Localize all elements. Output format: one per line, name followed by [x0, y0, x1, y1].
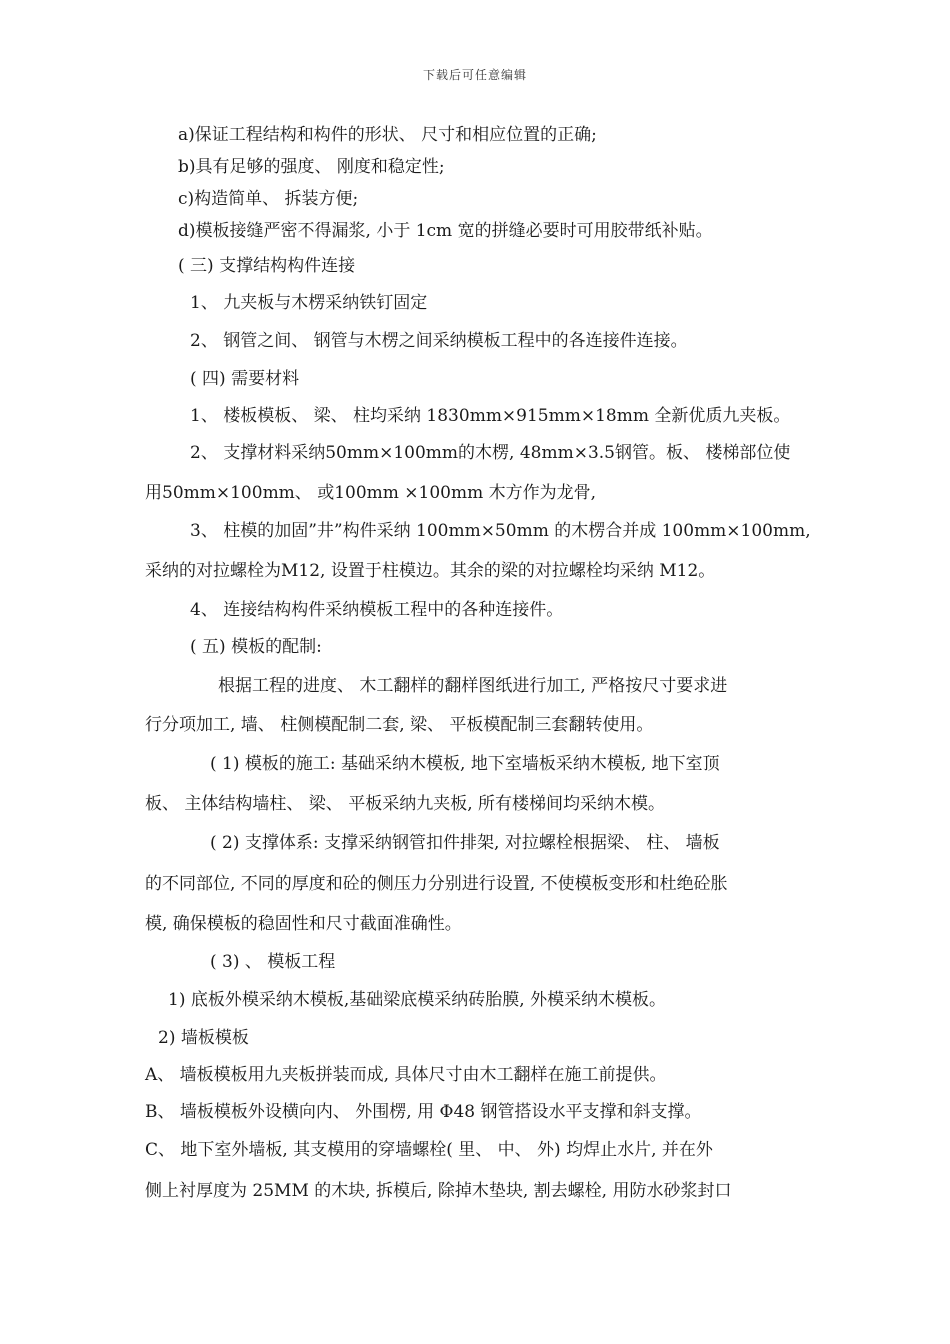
page-header: 下载后可任意编辑 [422, 68, 527, 82]
section-heading: ( 三) 支撑结构构件连接 [178, 256, 356, 276]
text-line: ( 1) 模板的施工: 基础采纳木模板, 地下室墙板采纳木模板, 地下室顶 [210, 754, 720, 774]
text-line: 用50mm×100mm、 或100mm ×100mm 木方作为龙骨, [145, 483, 597, 503]
section-heading: ( 四) 需要材料 [190, 369, 300, 389]
text-line: 模, 确保模板的稳固性和尺寸截面准确性。 [145, 914, 462, 934]
text-line: 1、 九夹板与木楞采纳铁钉固定 [190, 293, 428, 313]
text-line: 2、 钢管之间、 钢管与木楞之间采纳模板工程中的各连接件连接。 [190, 331, 688, 351]
text-line: 采纳的对拉螺栓为M12, 设置于柱模边。其余的梁的对拉螺栓均采纳 M12。 [145, 561, 716, 581]
text-line: 的不同部位, 不同的厚度和砼的侧压力分别进行设置, 不使模板变形和杜绝砼胀 [145, 874, 728, 894]
text-line: 2) 墙板模板 [158, 1028, 249, 1048]
text-line: A、 墙板模板用九夹板拼装而成, 具体尺寸由木工翻样在施工前提供。 [145, 1065, 667, 1085]
text-line: d)模板接缝严密不得漏浆, 小于 1cm 宽的拼缝必要时可用胶带纸补贴。 [178, 221, 713, 241]
text-line: 1、 楼板模板、 梁、 柱均采纳 1830mm×915mm×18mm 全新优质九夹板。 [190, 406, 791, 426]
text-line: 4、 连接结构构件采纳模板工程中的各种连接件。 [190, 600, 564, 620]
text-line: 3、 柱模的加固”井”构件采纳 100mm×50mm 的木楞合并成 100mm×100mm, [190, 521, 811, 541]
text-line: 根据工程的进度、 木工翻样的翻样图纸进行加工, 严格按尺寸要求进 [218, 676, 728, 696]
text-line: b)具有足够的强度、 刚度和稳定性; [178, 157, 445, 177]
text-line: ( 2) 支撑体系: 支撑采纳钢管扣件排架, 对拉螺栓根据梁、 柱、 墙板 [210, 833, 720, 853]
text-line: B、 墙板模板外设横向内、 外围楞, 用 Φ48 钢管搭设水平支撑和斜支撑。 [145, 1102, 702, 1122]
text-line: 行分项加工, 墙、 柱侧模配制二套, 梁、 平板模配制三套翻转使用。 [145, 715, 654, 735]
text-line: 侧上衬厚度为 25MM 的木块, 拆模后, 除掉木垫块, 割去螺栓, 用防水砂浆封口 [145, 1181, 732, 1201]
text-line: 1) 底板外模采纳木模板,基础梁底模采纳砖胎膜, 外模采纳木模板。 [168, 990, 667, 1010]
text-line: c)构造简单、 拆装方便; [178, 189, 359, 209]
text-line: C、 地下室外墙板, 其支模用的穿墙螺栓( 里、 中、 外) 均焊止水片, 并在外 [145, 1140, 713, 1160]
section-heading: ( 3) 、 模板工程 [210, 952, 336, 972]
text-line: 板、 主体结构墙柱、 梁、 平板采纳九夹板, 所有楼梯间均采纳木模。 [145, 794, 666, 814]
section-heading: ( 五) 模板的配制: [190, 637, 322, 657]
text-line: 2、 支撑材料采纳50mm×100mm的木楞, 48mm×3.5钢管。板、 楼梯部位使 [190, 443, 791, 463]
text-line: a)保证工程结构和构件的形状、 尺寸和相应位置的正确; [178, 125, 597, 145]
